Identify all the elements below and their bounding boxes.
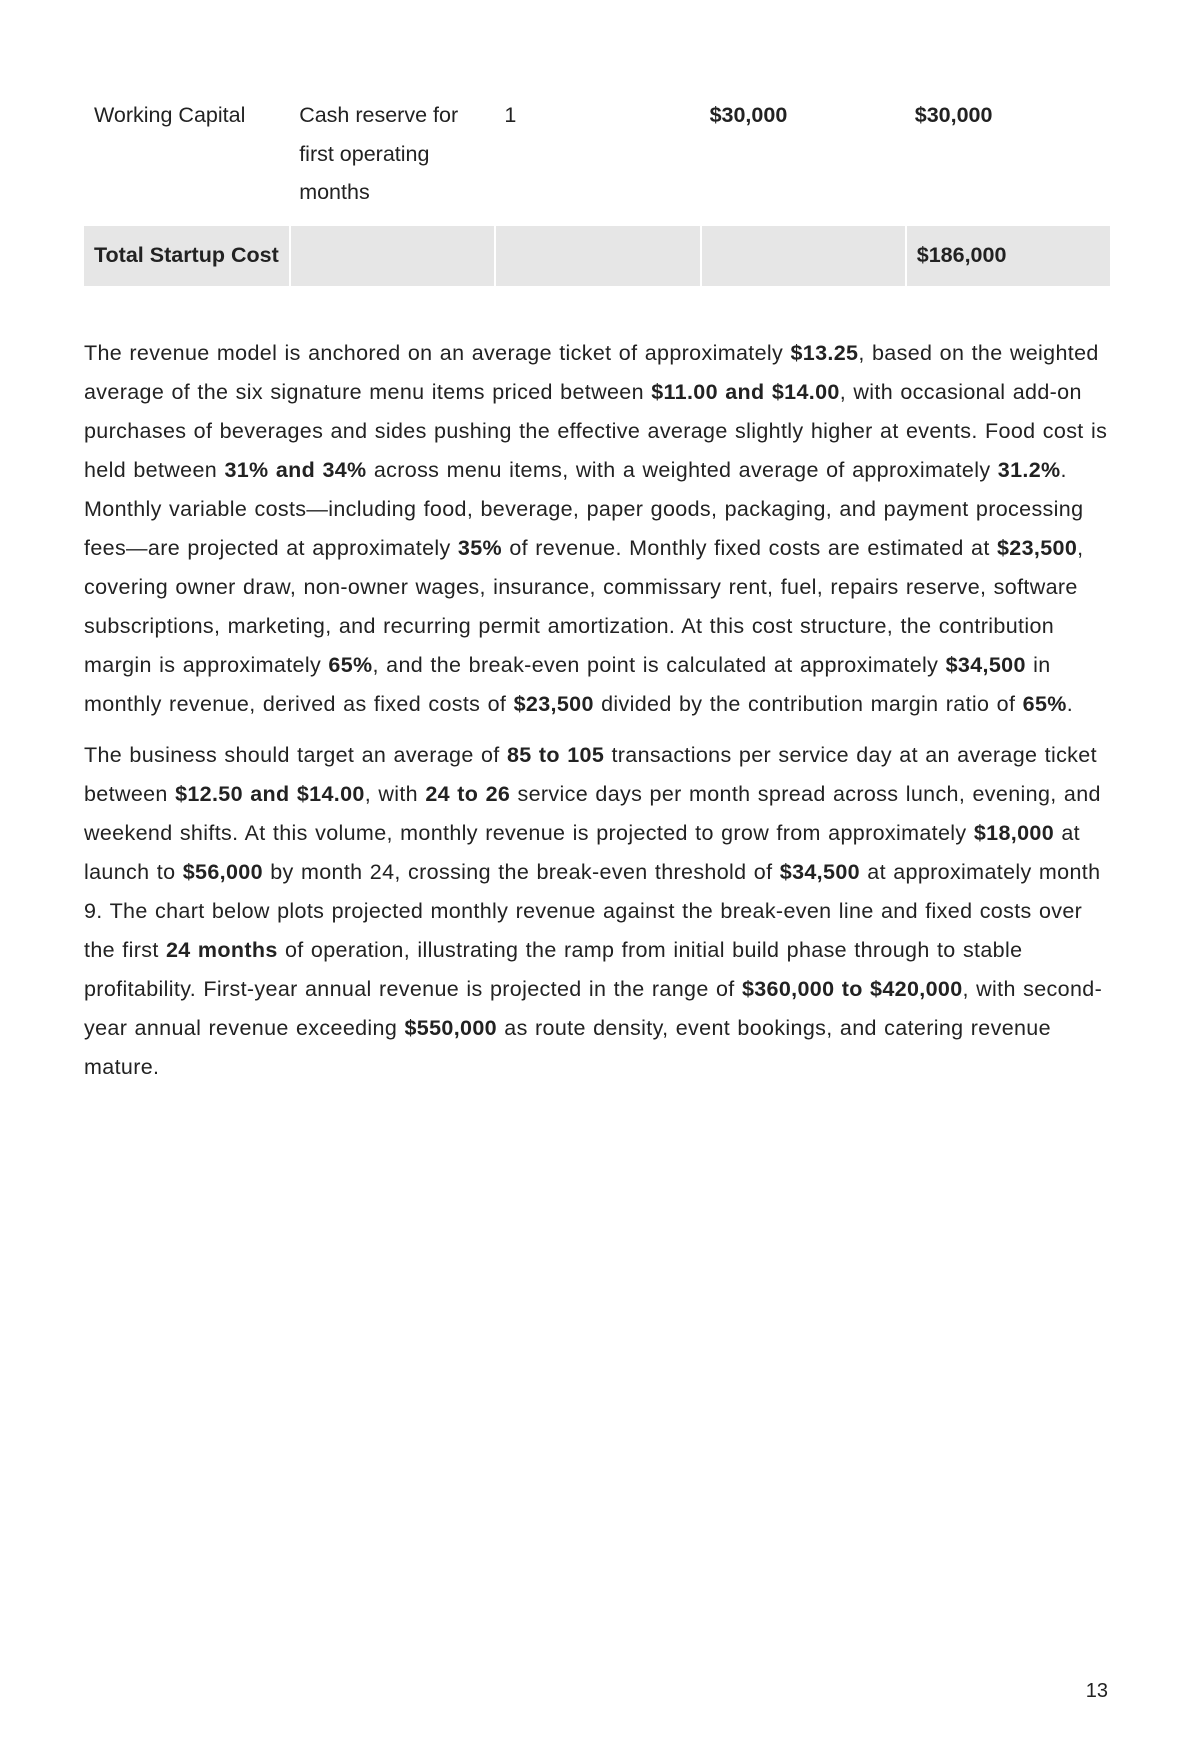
text-run-bold: 24 to 26 bbox=[425, 782, 511, 806]
text-run: service days per month spread across lunch, evening, and weekend shifts. At this volume, monthly revenue is projected to grow from approximately bbox=[84, 782, 1101, 845]
text-run: transactions per service day at an average ticket between bbox=[84, 743, 1097, 806]
text-run: The revenue model is anchored on an average ticket of approximately bbox=[84, 341, 791, 365]
body-text bbox=[84, 334, 1110, 1087]
text-run-bold: $11.00 and $14.00 bbox=[651, 380, 840, 404]
text-run: of operation, illustrating the ramp from initial build phase through to stable profitability. First-year annual revenue is projected in the range of bbox=[84, 938, 1023, 1001]
text-run-bold: 65% bbox=[328, 653, 373, 677]
table-total-row bbox=[84, 226, 1110, 287]
text-run-bold: 31% and 34% bbox=[224, 458, 367, 482]
text-run-bold: $23,500 bbox=[513, 692, 594, 716]
text-run: , covering owner draw, non-owner wages, insurance, commissary rent, fuel, repairs reserve, software subscriptions, marketing, and recurring permit amortization. At this cost structure, the contribution margin is approximately bbox=[84, 536, 1084, 677]
text-run-bold: $550,000 bbox=[404, 1016, 497, 1040]
startup-cost-table bbox=[84, 84, 1110, 286]
table-cell-quantity: 1 bbox=[504, 103, 517, 127]
total-row-empty-cell bbox=[289, 226, 494, 287]
text-run: , with second-year annual revenue exceeding bbox=[84, 977, 1103, 1040]
table-cell-item: Working Capital bbox=[94, 103, 246, 127]
text-run: as route density, event bookings, and catering revenue mature. bbox=[84, 1016, 1051, 1079]
text-run-bold: $360,000 to $420,000 bbox=[741, 977, 963, 1001]
paragraph-transaction-targets bbox=[84, 736, 1110, 1087]
text-run: The business should target an average of bbox=[84, 743, 507, 767]
table-cell-unit-cost: $30,000 bbox=[709, 103, 788, 127]
text-run: , with bbox=[364, 782, 426, 806]
total-row-label: Total Startup Cost bbox=[84, 226, 289, 287]
text-run: by month 24, crossing the break-even threshold of bbox=[262, 860, 780, 884]
table-row bbox=[84, 84, 1110, 226]
text-run-bold: 24 months bbox=[165, 938, 278, 962]
text-run-bold: 65% bbox=[1022, 692, 1067, 716]
text-run: , and the break-even point is calculated at approximately bbox=[372, 653, 946, 677]
text-run-bold: 31.2% bbox=[997, 458, 1061, 482]
total-row-total: $186,000 bbox=[905, 226, 1110, 287]
text-run: , based on the weighted average of the six signature menu items priced between bbox=[84, 341, 1099, 404]
text-run: . Monthly variable costs—including food, beverage, paper goods, packaging, and payment processing fees—are projected at approximately bbox=[84, 458, 1084, 560]
text-run: divided by the contribution margin ratio of bbox=[593, 692, 1023, 716]
page-number: 13 bbox=[1085, 1680, 1108, 1702]
text-run-bold: $18,000 bbox=[973, 821, 1055, 845]
text-run: in monthly revenue, derived as fixed costs of bbox=[84, 653, 1051, 716]
total-row-empty-cell bbox=[494, 226, 699, 287]
paragraph-revenue-model bbox=[84, 334, 1110, 724]
text-run-bold: $23,500 bbox=[996, 536, 1078, 560]
text-run: , with occasional add-on purchases of beverages and sides pushing the effective average slightly higher at events. Food cost is held between bbox=[84, 380, 1108, 482]
text-run: of revenue. Monthly fixed costs are estimated at bbox=[502, 536, 997, 560]
text-run-bold: $34,500 bbox=[945, 653, 1026, 677]
text-run-bold: 85 to 105 bbox=[506, 743, 605, 767]
text-run-bold: $56,000 bbox=[182, 860, 263, 884]
text-run: . bbox=[1066, 692, 1074, 716]
text-run: at approximately month 9. The chart below plots projected monthly revenue against the break-even line and fixed costs over the first bbox=[84, 860, 1101, 962]
text-run-bold: 35% bbox=[457, 536, 503, 560]
text-run-bold: $12.50 and $14.00 bbox=[175, 782, 365, 806]
table-cell-total: $30,000 bbox=[914, 103, 993, 127]
table-cell-description: Cash reserve for first operating months bbox=[299, 103, 459, 204]
text-run-bold: $13.25 bbox=[790, 341, 859, 365]
text-run: across menu items, with a weighted average of approximately bbox=[366, 458, 998, 482]
document-page bbox=[84, 84, 1110, 1099]
text-run-bold: $34,500 bbox=[779, 860, 860, 884]
total-row-empty-cell bbox=[700, 226, 905, 287]
text-run: at launch to bbox=[84, 821, 1080, 884]
